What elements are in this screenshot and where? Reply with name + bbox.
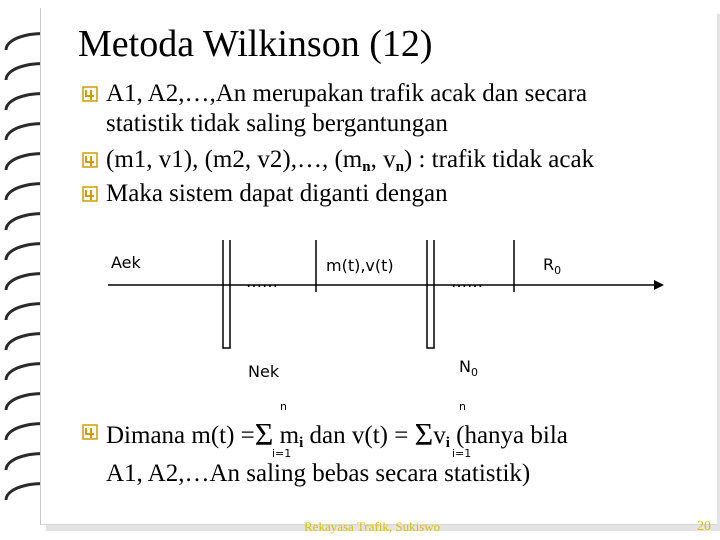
bullet-icon: [82, 423, 100, 441]
n0-label: $N_0$: [459, 357, 478, 379]
arrow-head: [654, 280, 664, 290]
bullet-text: Maka sistem dapat diganti dengan: [106, 180, 448, 207]
footer-text: Rekayasa Trafik, Sukiswo: [304, 519, 441, 534]
left-bracket: [223, 330, 230, 348]
slide-title: Metoda Wilkinson (12): [78, 23, 433, 65]
sigma2-upper: n: [459, 400, 466, 413]
sigma-symbol-2: Σ: [414, 416, 434, 452]
sigma1-lower: i=1: [272, 447, 292, 460]
mv-label: m(t),v(t): [326, 256, 394, 275]
nek-label: Nek: [248, 362, 280, 381]
bullet-text: A1, A2,…,An merupakan trafik acak dan secara: [106, 80, 588, 107]
sigma2-lower: i=1: [452, 447, 472, 460]
sigma1-upper: n: [280, 400, 287, 413]
formula-text: Dimana m(t) =Σ mi dan v(t) = Σvi (hanya bila: [106, 416, 568, 452]
dots-left: ……: [246, 272, 278, 291]
dots-right: ……: [451, 272, 483, 291]
formula-text-cont: A1, A2,…An saling bebas secara statistik): [106, 460, 531, 487]
page-number: 20: [697, 519, 711, 534]
bullet-text-cont: statistik tidak saling bergantungan: [106, 110, 448, 137]
sigma-symbol-1: Σ: [254, 416, 274, 452]
right-bracket: [427, 330, 434, 348]
r0-label: $R_0$: [543, 255, 562, 277]
bullet-text: (m1, v1), (m2, v2),…, (mn, vn) : trafik tidak acak: [106, 146, 595, 175]
aek-label: Aek: [111, 253, 141, 272]
